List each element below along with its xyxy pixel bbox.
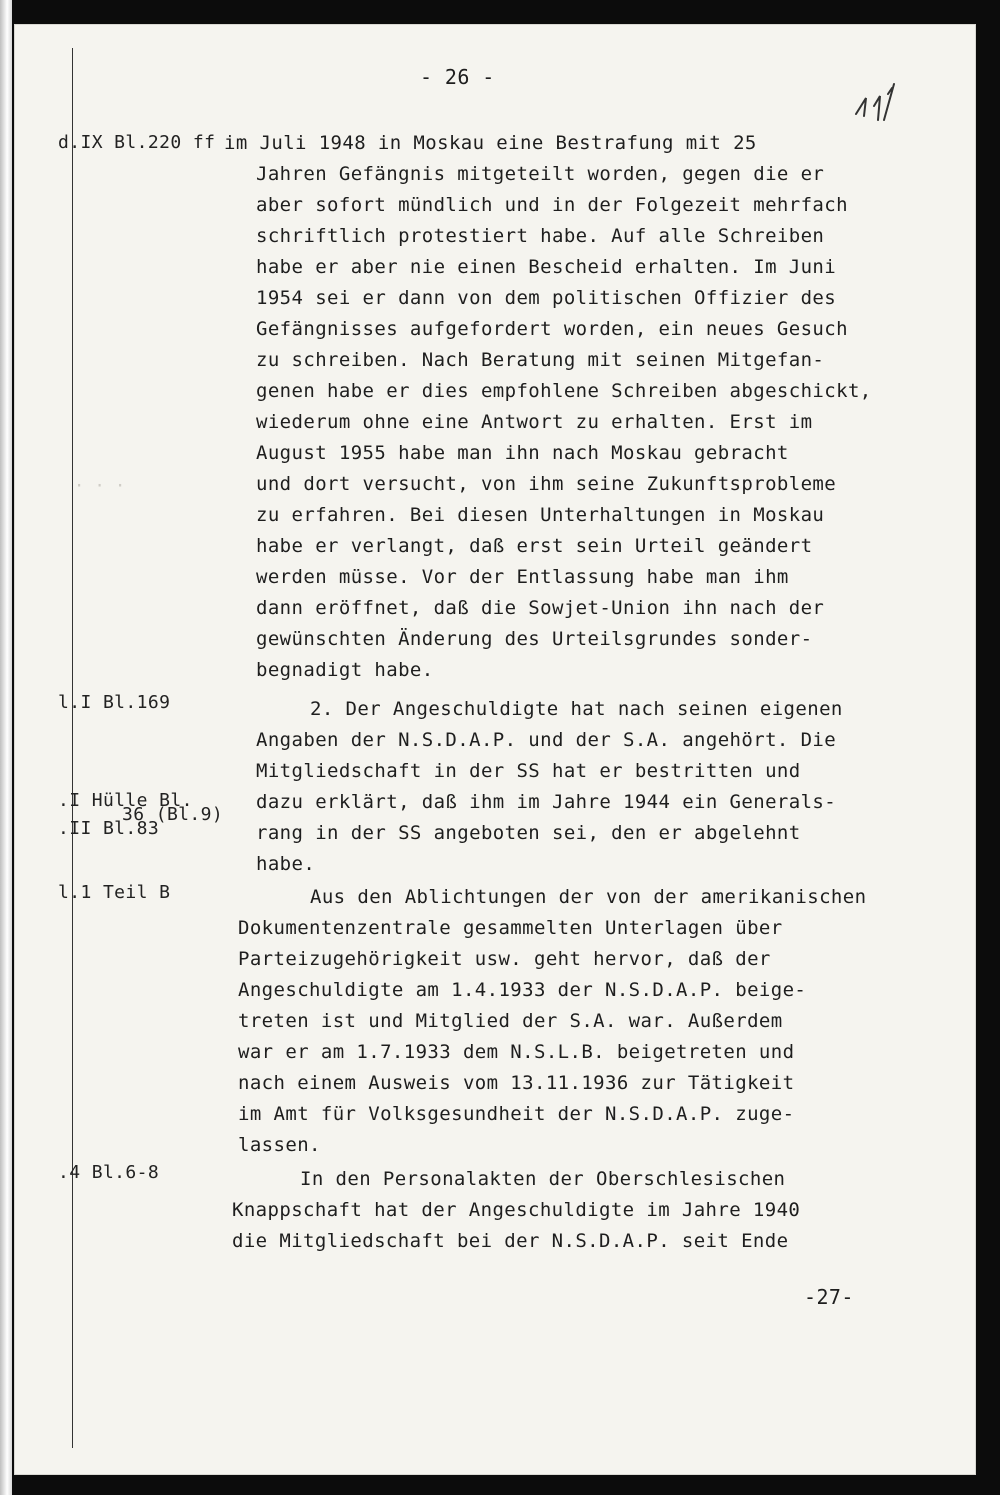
body-line: und dort versucht, von ihm seine Zukunftsprobleme	[256, 473, 837, 495]
body-line: zu schreiben. Nach Beratung mit seinen Mitgefan-	[256, 349, 825, 371]
body-line: schriftlich protestiert habe. Auf alle Schreiben	[256, 225, 825, 247]
body-line: Mitgliedschaft in der SS hat er bestritten und	[256, 760, 801, 782]
document-page	[14, 24, 976, 1475]
body-line: werden müsse. Vor der Entlassung habe man ihm	[256, 566, 789, 588]
body-line: Jahren Gefängnis mitgeteilt worden, gegen die er	[256, 163, 825, 185]
body-line: August 1955 habe man ihn nach Moskau gebracht	[256, 442, 789, 464]
body-line: habe er verlangt, daß erst sein Urteil geändert	[256, 535, 813, 557]
body-line: Parteizugehörigkeit usw. geht hervor, daß der	[238, 948, 771, 970]
body-line: 2. Der Angeschuldigte hat nach seinen eigenen	[310, 698, 843, 720]
body-line: treten ist und Mitglied der S.A. war. Außerdem	[238, 1010, 783, 1032]
margin-note: 36 (Bl.9)	[122, 804, 224, 825]
body-line: die Mitgliedschaft bei der N.S.D.A.P. seit Ende	[232, 1230, 789, 1252]
next-page-marker: -27-	[804, 1285, 854, 1309]
body-line: dazu erklärt, daß ihm im Jahre 1944 ein Generals-	[256, 791, 837, 813]
body-line: genen habe er dies empfohlene Schreiben abgeschickt,	[256, 380, 872, 402]
body-line: zu erfahren. Bei diesen Unterhaltungen in Moskau	[256, 504, 825, 526]
margin-note: .I Hülle Bl.	[58, 790, 193, 811]
body-line: Angeschuldigte am 1.4.1933 der N.S.D.A.P. beige-	[238, 979, 807, 1001]
margin-rule	[72, 48, 73, 1448]
body-line: im Juli 1948 in Moskau eine Bestrafung mit 25	[224, 132, 757, 154]
show-through-text: · · ·	[74, 476, 126, 496]
body-line: Gefängnisses aufgefordert worden, ein neues Gesuch	[256, 318, 848, 340]
body-line: war er am 1.7.1933 dem N.S.L.B. beigetreten und	[238, 1041, 795, 1063]
margin-note: l.1 Teil B	[58, 882, 171, 903]
body-line: In den Personalakten der Oberschlesischen	[300, 1168, 786, 1190]
margin-note: d.IX Bl.220 ff	[58, 132, 216, 153]
margin-note: l.I Bl.169	[58, 692, 171, 713]
page-number: - 26 -	[420, 65, 495, 89]
body-line: gewünschten Änderung des Urteilsgrundes sonder-	[256, 628, 813, 650]
body-line: Angaben der N.S.D.A.P. und der S.A. angehört. Die	[256, 729, 837, 751]
body-line: rang in der SS angeboten sei, den er abgelehnt	[256, 822, 801, 844]
margin-note: .II Bl.83	[58, 818, 160, 839]
body-line: 1954 sei er dann von dem politischen Offizier des	[256, 287, 837, 309]
body-line: dann eröffnet, daß die Sowjet-Union ihn nach der	[256, 597, 825, 619]
body-line: habe.	[256, 853, 316, 875]
body-line: begnadigt habe.	[256, 659, 434, 681]
body-line: im Amt für Volksgesundheit der N.S.D.A.P. zuge-	[238, 1103, 795, 1125]
body-line: aber sofort mündlich und in der Folgezeit mehrfach	[256, 194, 848, 216]
margin-note: .4 Bl.6-8	[58, 1162, 160, 1183]
binding-edge	[0, 0, 12, 1495]
body-line: wiederum ohne eine Antwort zu erhalten. Erst im	[256, 411, 813, 433]
body-line: Knappschaft hat der Angeschuldigte im Jahre 1940	[232, 1199, 801, 1221]
body-line: Dokumentenzentrale gesammelten Unterlagen über	[238, 917, 783, 939]
body-line: nach einem Ausweis vom 13.11.1936 zur Tätigkeit	[238, 1072, 795, 1094]
body-line: lassen.	[238, 1134, 321, 1156]
body-line: Aus den Ablichtungen der von der amerikanischen	[310, 886, 867, 908]
handwritten-mark-icon	[848, 76, 908, 136]
body-line: habe er aber nie einen Bescheid erhalten. Im Juni	[256, 256, 837, 278]
